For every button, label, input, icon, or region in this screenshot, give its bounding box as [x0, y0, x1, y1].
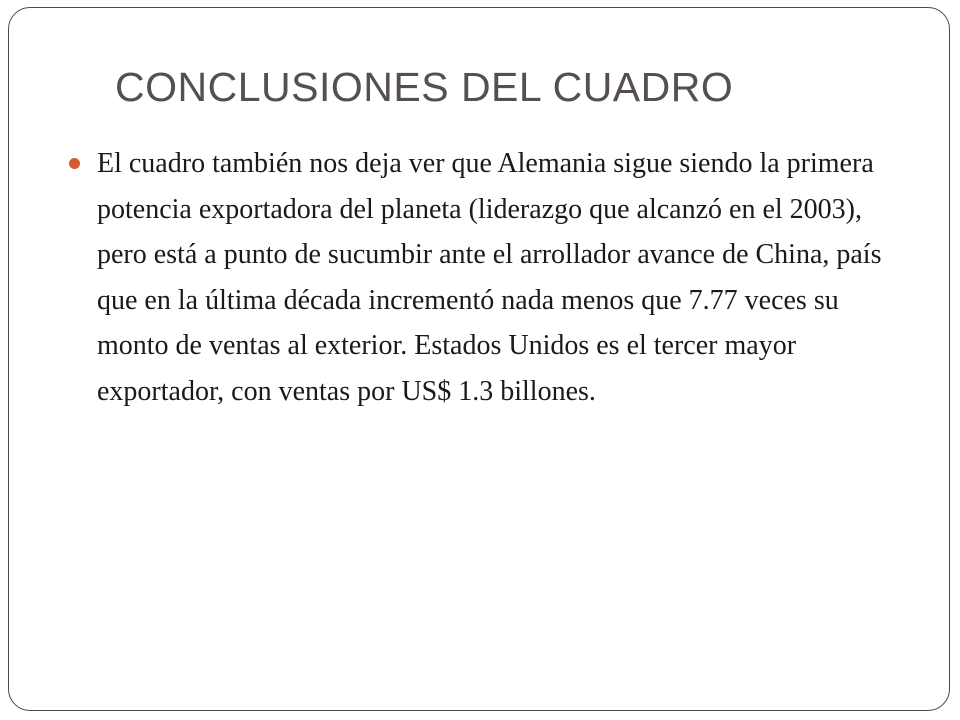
bullet-list: [69, 141, 889, 414]
slide-frame: [8, 7, 950, 711]
bullet-dot-icon: [69, 158, 80, 169]
slide-title: CONCLUSIONES DEL CUADRO: [115, 64, 734, 110]
bullet-item: [69, 141, 889, 414]
bullet-text: El cuadro también nos deja ver que Alemania sigue siendo la primera potencia exportadora del planeta (liderazgo que alcanzó en el 2003), pero está a punto de sucumbir ante el arrollador avance de China, país que en la última década incrementó nada menos que 7.77 veces su monto de ventas al exterior. Estados Unidos es el tercer mayor exportador, con ventas por US$ 1.3 billones.: [97, 148, 882, 407]
